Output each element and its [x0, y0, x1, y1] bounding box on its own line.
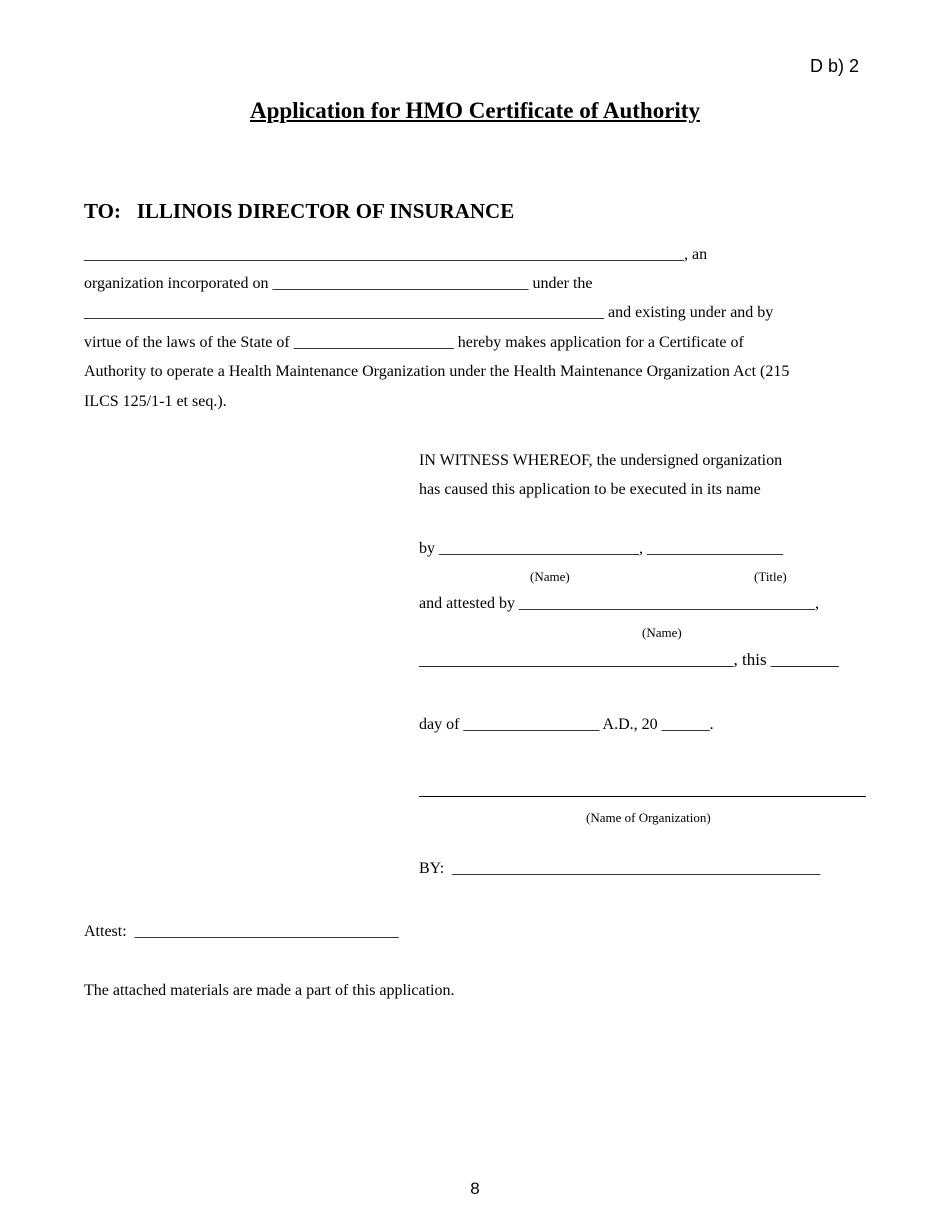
name-caption: (Name)	[530, 569, 570, 584]
witness-text: IN WITNESS WHEREOF, the undersigned organization	[419, 452, 783, 469]
date-this-line: _____________________________________, this ________	[419, 650, 839, 669]
attested-by-line: and attested by _____________________________________,	[419, 595, 819, 612]
organization-caption: (Name of Organization)	[586, 810, 711, 825]
body-line: ___________________________________________________________________________, an	[84, 246, 708, 263]
page-number: 8	[470, 1179, 480, 1198]
signer-name-title-line: by _________________________, _________________	[419, 540, 783, 557]
attested-name-caption: (Name)	[642, 625, 682, 640]
form-code: D b) 2	[810, 56, 860, 76]
closing-statement: The attached materials are made a part of this application.	[84, 982, 455, 999]
body-line: _________________________________________________________________ and existing under and by	[84, 304, 774, 321]
body-line: ILCS 125/1-1 et seq.).	[84, 393, 227, 410]
addressee-heading: TO: ILLINOIS DIRECTOR OF INSURANCE	[84, 199, 515, 223]
day-of-line: day of _________________ A.D., 20 ______.	[419, 716, 714, 733]
body-line: organization incorporated on ________________________________ under the	[84, 275, 593, 292]
body-line: virtue of the laws of the State of ____________________ hereby makes application for a Certificate of	[84, 334, 744, 351]
witness-text: has caused this application to be executed in its name	[419, 481, 761, 498]
by-signature-line: BY: ______________________________________________	[419, 860, 821, 877]
title-caption: (Title)	[754, 569, 787, 584]
body-line: Authority to operate a Health Maintenance Organization under the Health Maintenance Organization Act (215	[84, 363, 790, 380]
page-title: Application for HMO Certificate of Authority	[250, 98, 700, 123]
organization-name-rule	[419, 796, 866, 797]
attest-signature-line: Attest: _________________________________	[84, 923, 399, 940]
